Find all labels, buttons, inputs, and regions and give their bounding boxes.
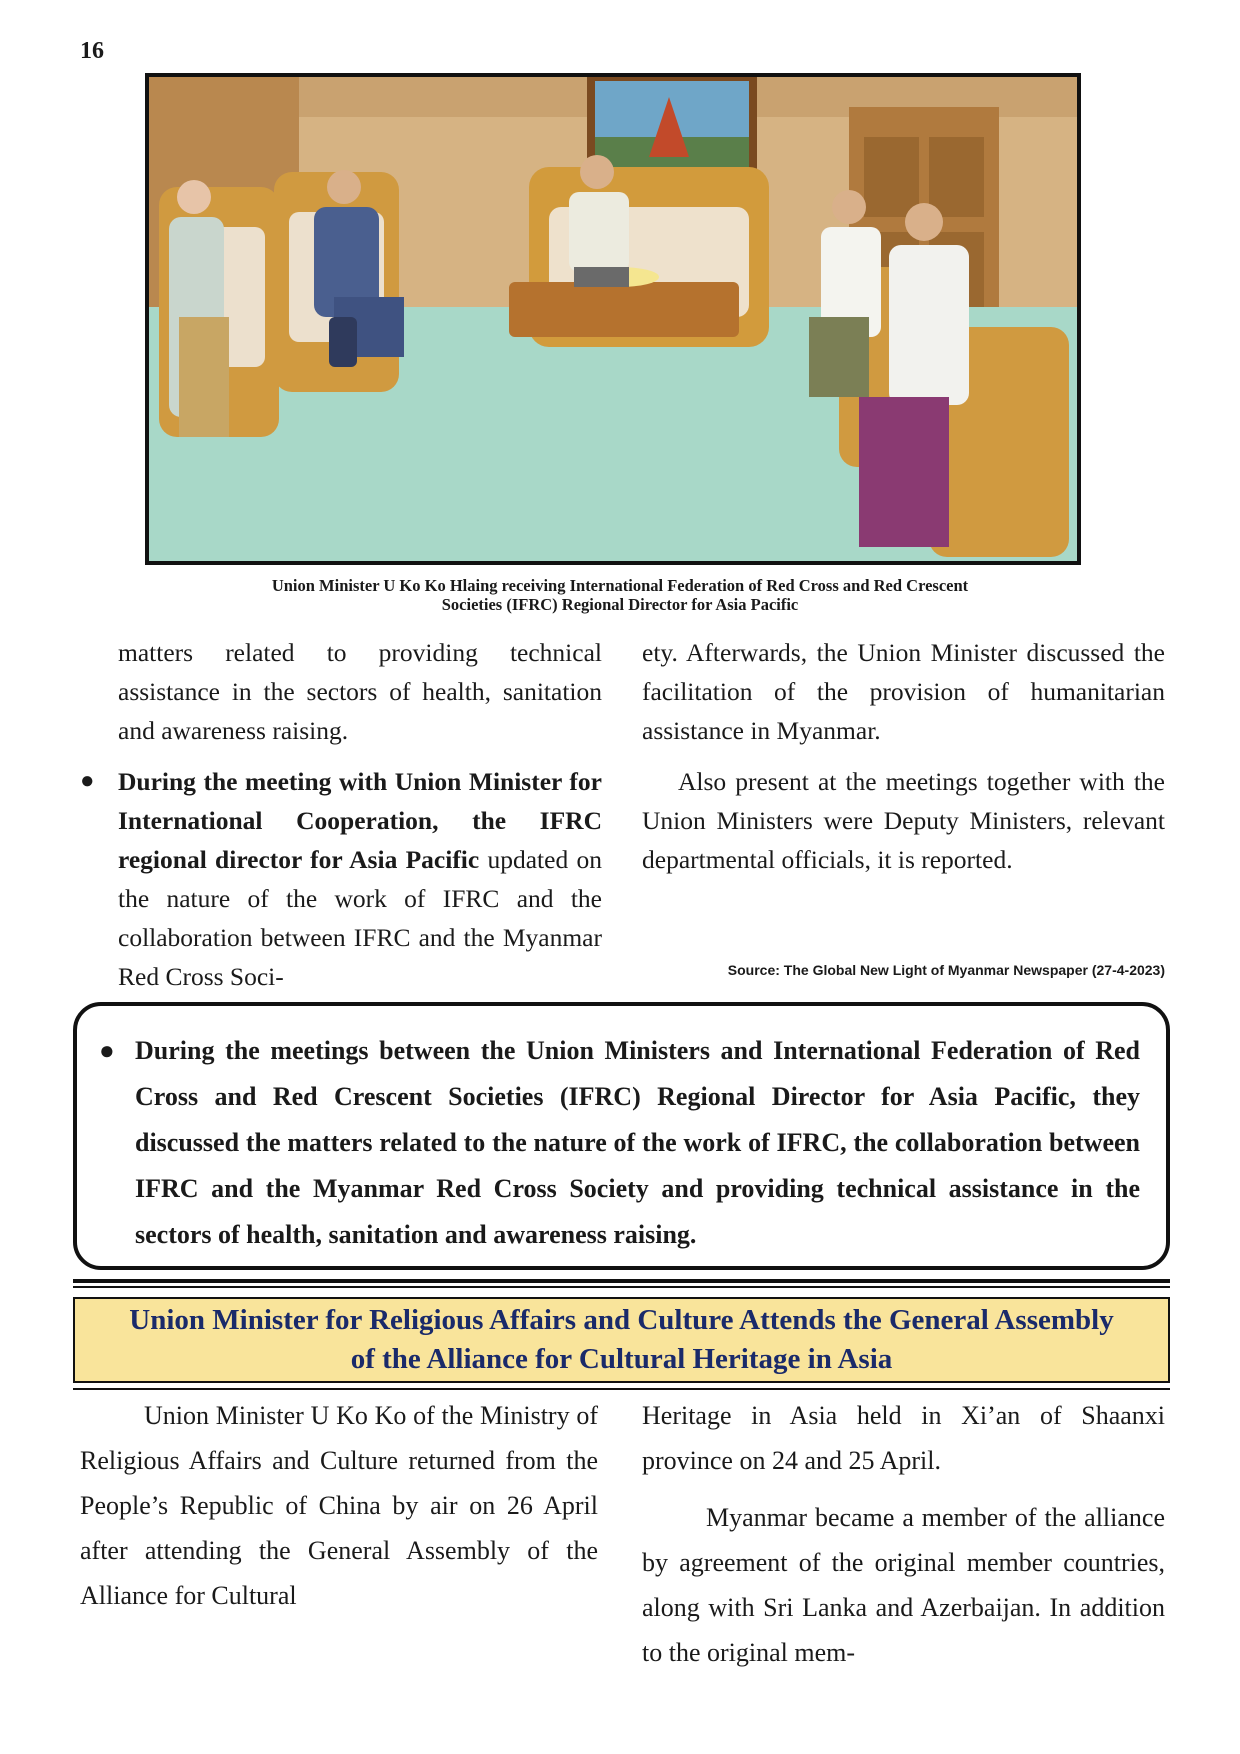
caption-line-2: Societies (IFRC) Regional Director for Asia Pacific xyxy=(441,595,799,614)
section-divider xyxy=(73,1279,1170,1288)
photo-caption xyxy=(130,576,1110,614)
article2-headline-box xyxy=(73,1297,1170,1383)
article1-bullet-bold: During the meeting with Union Minister for International Cooperation, the IFRC regional director for Asia Pacific xyxy=(118,767,602,874)
headline-underline xyxy=(73,1388,1170,1390)
meeting-photo xyxy=(145,73,1081,565)
article2-left-paragraph: Union Minister U Ko Ko of the Ministry of Religious Affairs and Culture returned from the People’s Republic of China by air on 26 April after attending the General Assembly of the Alliance for Cultural xyxy=(80,1401,598,1610)
page-number: 16 xyxy=(80,38,104,64)
bullet-icon: ● xyxy=(99,1036,115,1065)
meeting-photo-illustration xyxy=(149,77,1077,561)
article2-right-paragraph-2: Myanmar became a member of the alliance by agreement of the original member countries, along with Sri Lanka and Azerbaijan. In addition to the original mem- xyxy=(642,1503,1165,1667)
summary-paragraph xyxy=(99,1028,1140,1258)
article1-right-paragraph-2: Also present at the meetings together with the Union Ministers were Deputy Ministers, relevant departmental officials, it is reported. xyxy=(642,767,1165,874)
article2-headline xyxy=(109,1301,1133,1379)
article1-bullet-rest: updated on the nature of the work of IFRC and the collaboration between IFRC and the Myanmar Red Cross Soci- xyxy=(118,845,602,991)
article1-right-column xyxy=(642,633,1165,879)
article2-headline-line-1: Union Minister for Religious Affairs and Culture Attends the General Assembly xyxy=(129,1304,1114,1336)
article1-left-paragraph: matters related to providing technical assistance in the sectors of health, sanitation and awareness raising. xyxy=(118,638,602,745)
article1-right-paragraph-1: ety. Afterwards, the Union Minister discussed the facilitation of the provision of humanitarian assistance in Myanmar. xyxy=(642,638,1165,745)
article2-headline-line-2: of the Alliance for Cultural Heritage in Asia xyxy=(350,1343,893,1375)
article2-right-column xyxy=(642,1393,1165,1675)
article2-right-paragraph-1: Heritage in Asia held in Xi’an of Shaanxi province on 24 and 25 April. xyxy=(642,1401,1165,1475)
article1-left-column xyxy=(80,633,602,996)
summary-highlight-box xyxy=(73,1002,1170,1270)
bullet-icon: ● xyxy=(80,768,95,794)
article1-source: Source: The Global New Light of Myanmar Newspaper (27-4-2023) xyxy=(727,962,1165,978)
caption-line-1: Union Minister U Ko Ko Hlaing receiving International Federation of Red Cross and Red Crescent xyxy=(271,576,969,595)
article1-bullet-item xyxy=(80,762,602,996)
summary-text: During the meetings between the Union Ministers and International Federation of Red Cross and Red Crescent Societies (IFRC) Regional Director for Asia Pacific, they discussed the matters related to the nature of the work of IFRC, the collaboration between IFRC and the Myanmar Red Cross Society and providing technical assistance in the sectors of health, sanitation and awareness raising. xyxy=(135,1036,1140,1249)
article2-left-column xyxy=(80,1393,598,1618)
